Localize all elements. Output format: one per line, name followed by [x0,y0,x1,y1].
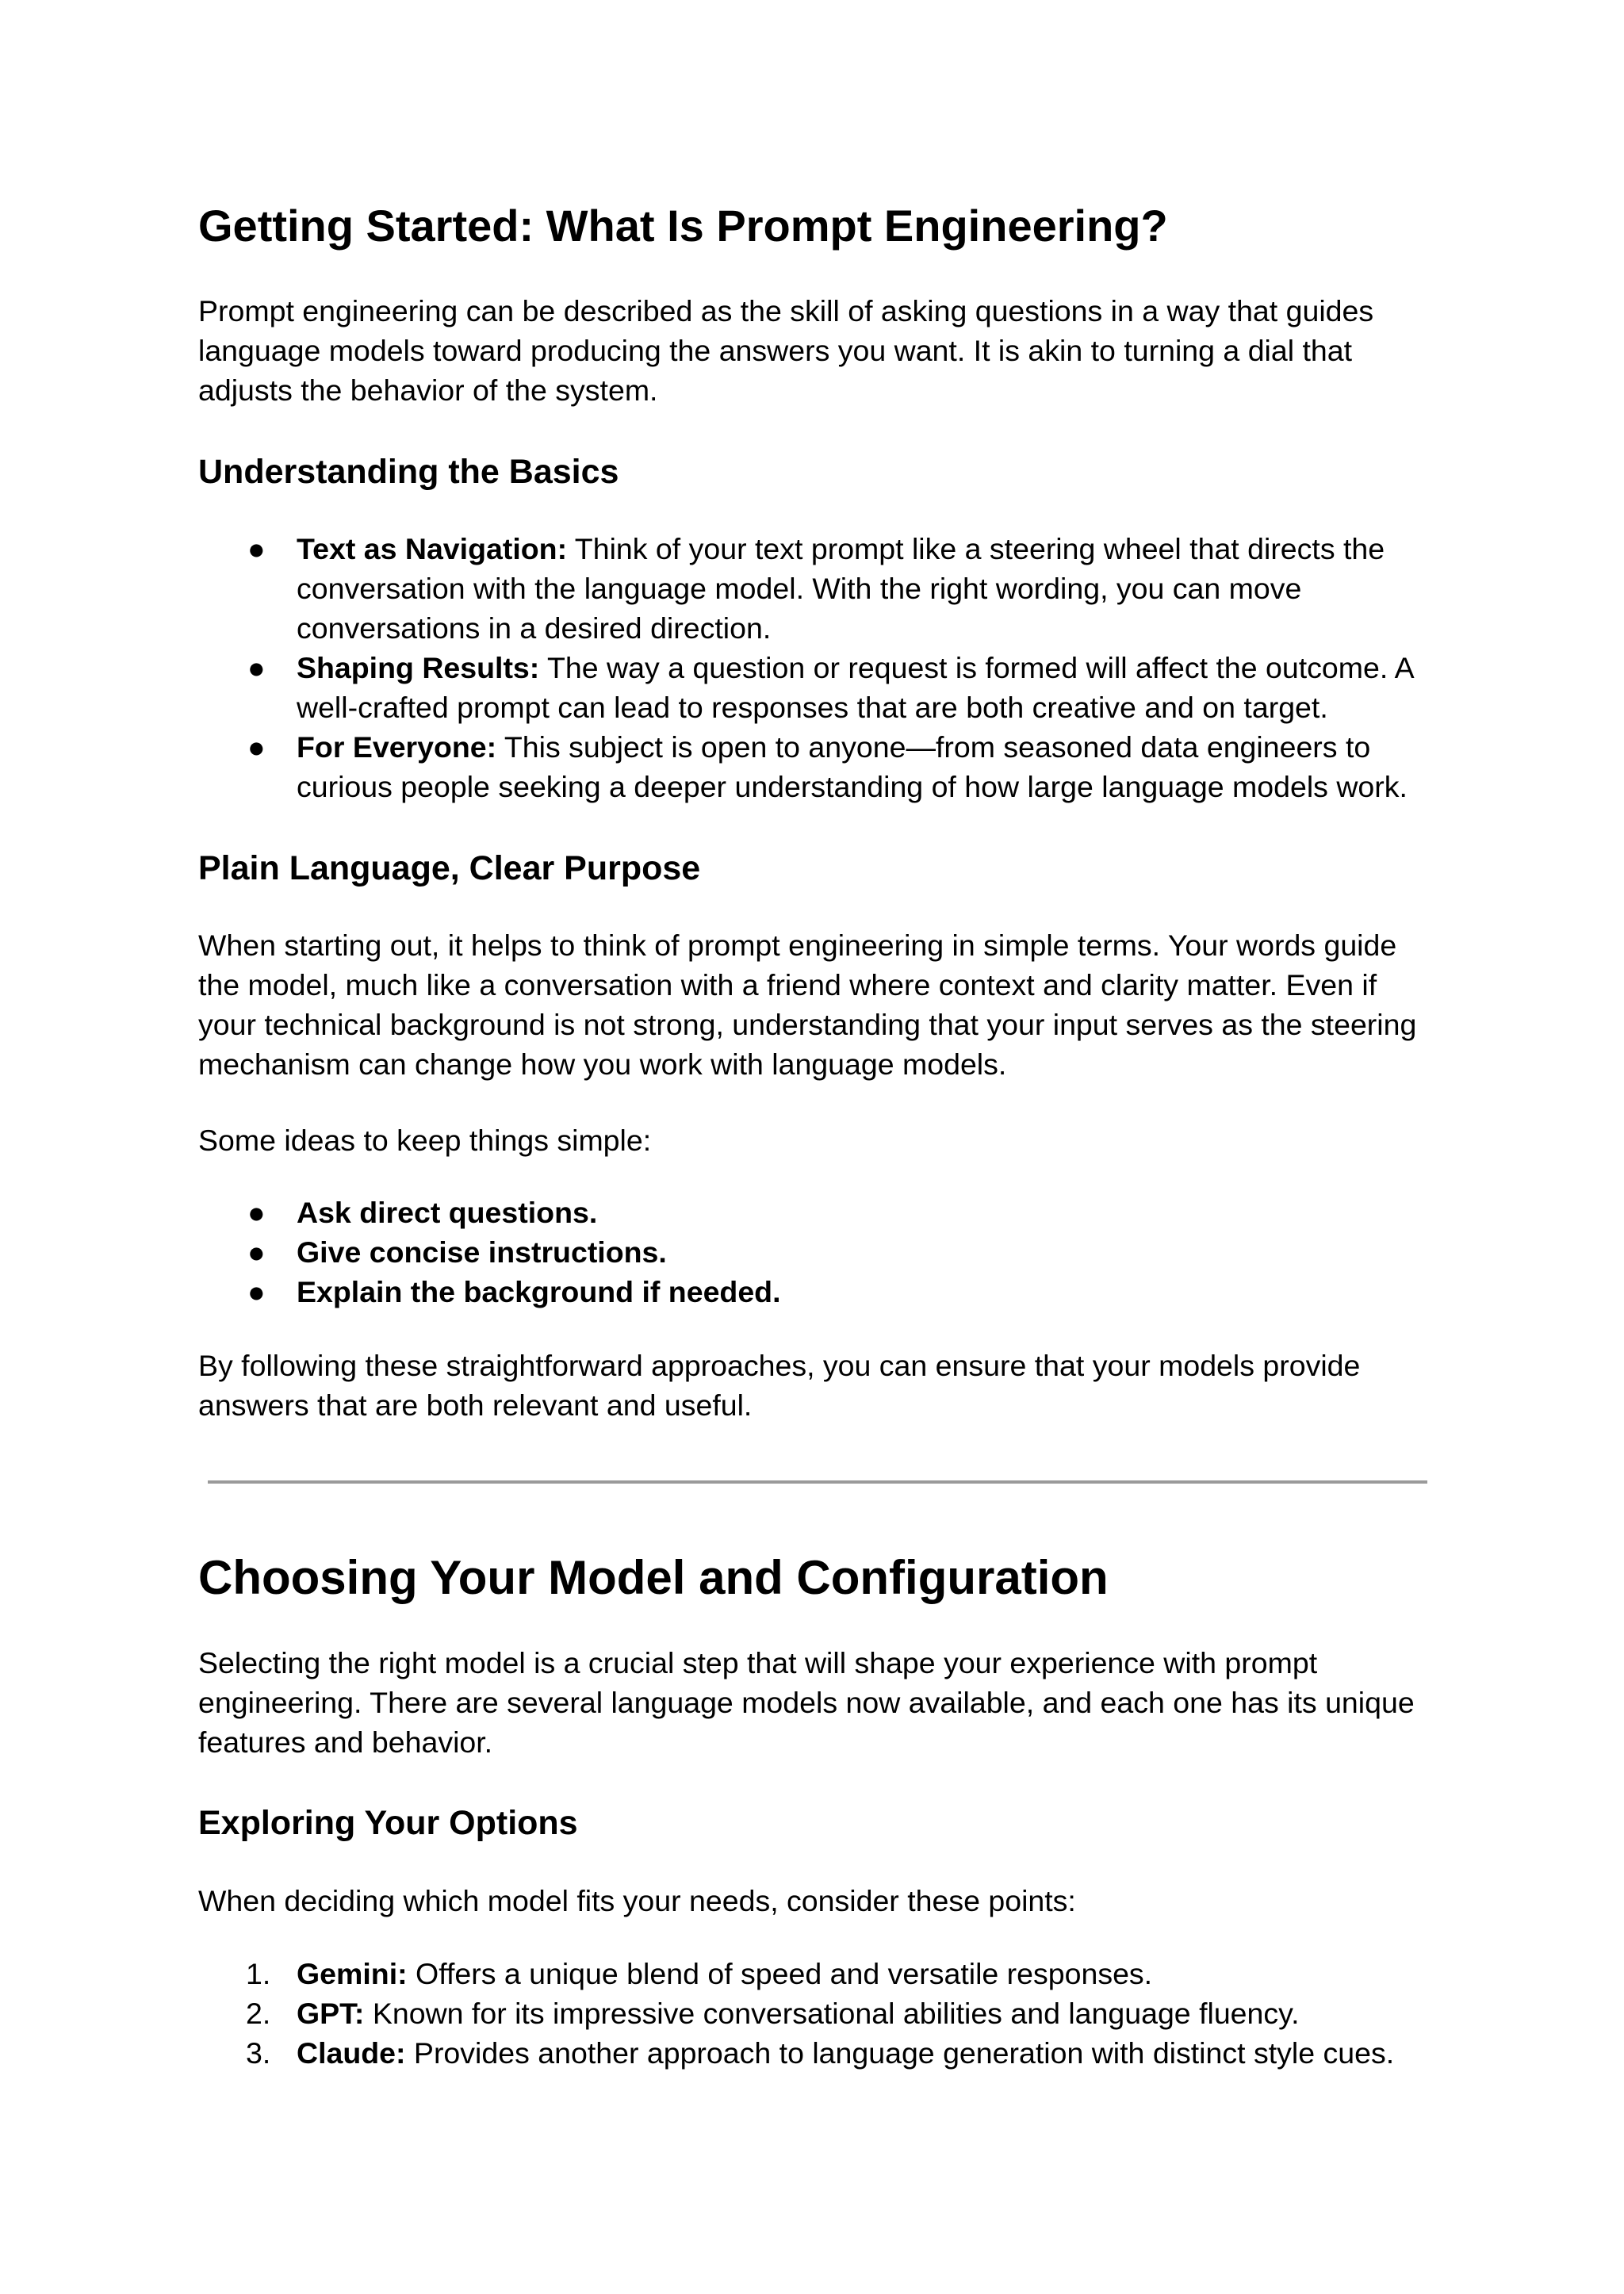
bullet-icon: ● [247,1196,266,1229]
list-item [198,1232,1435,1272]
ideas-intro: Some ideas to keep things simple: [198,1124,652,1157]
plain-heading: Plain Language, Clear Purpose [198,849,701,887]
list-item-term: Claude: [297,2036,406,2070]
list-item [198,648,1435,727]
list-number: 2. [246,1997,271,2030]
horizontal-divider [208,1480,1427,1484]
bullet-icon: ● [247,730,266,764]
intro-paragraph: Prompt engineering can be described as the skill of asking questions in a way that guides language models toward producing the answers you want. It is akin to turning a dial that adjusts the behavior of the system. [198,294,1374,407]
list-item-term: For Everyone: [297,730,497,764]
options-list [198,1954,1435,2073]
options-heading: Exploring Your Options [198,1804,578,1842]
list-item-text: Provides another approach to language generation with distinct style cues. [405,2036,1395,2070]
list-item [198,2033,1435,2073]
options-intro: When deciding which model fits your needs, consider these points: [198,1884,1076,1917]
list-item-term: GPT: [297,1997,365,2030]
closing-paragraph: By following these straightforward approaches, you can ensure that your models provide answers that are both relevant and useful. [198,1349,1361,1422]
list-item [198,727,1435,806]
list-number: 1. [246,1957,271,1990]
list-item-text: Known for its impressive conversational abilities and language fluency. [364,1997,1300,2030]
list-item [198,529,1435,648]
list-item [198,1193,1435,1232]
list-item-text: Ask direct questions. [297,1196,598,1229]
ideas-list [198,1193,1435,1312]
list-item [198,1954,1435,1993]
list-item-term: Gemini: [297,1957,408,1990]
bullet-icon: ● [247,1275,266,1308]
section-title: Choosing Your Model and Configuration [198,1551,1109,1604]
list-item-term: Shaping Results: [297,651,540,684]
list-item-text: Explain the background if needed. [297,1275,781,1308]
list-item-text: This subject is open to anyone—from seasoned data engineers to curious people seeking a deeper understanding of how large language models work. [297,730,1408,803]
basics-heading: Understanding the Basics [198,453,619,491]
bullet-icon: ● [247,532,266,565]
list-item [198,1272,1435,1312]
intro-paragraph: Selecting the right model is a crucial step that will shape your experience with prompt engineering. There are several language models now available, and each one has its unique features and behavior. [198,1646,1415,1759]
list-item-text: The way a question or request is formed will affect the outcome. A well-crafted prompt can lead to responses that are both creative and on target. [297,651,1413,724]
list-item-text: Give concise instructions. [297,1235,667,1269]
bullet-icon: ● [247,1235,266,1269]
basics-list [198,529,1435,806]
list-item-term: Text as Navigation: [297,532,568,565]
list-item-text: Offers a unique blend of speed and versatile responses. [407,1957,1153,1990]
list-item-text: Think of your text prompt like a steering wheel that directs the conversation with the language model. With the right wording, you can move conversations in a desired direction. [297,532,1385,645]
plain-paragraph: When starting out, it helps to think of prompt engineering in simple terms. Your words guide the model, much like a conversation with a friend where context and clarity matter. Even if your technical background is not strong, understanding that your input serves as the steering mechanism can change how you work with language models. [198,929,1417,1081]
list-number: 3. [246,2036,271,2070]
section-title: Getting Started: What Is Prompt Engineering? [198,201,1168,251]
list-item [198,1993,1435,2033]
bullet-icon: ● [247,651,266,684]
